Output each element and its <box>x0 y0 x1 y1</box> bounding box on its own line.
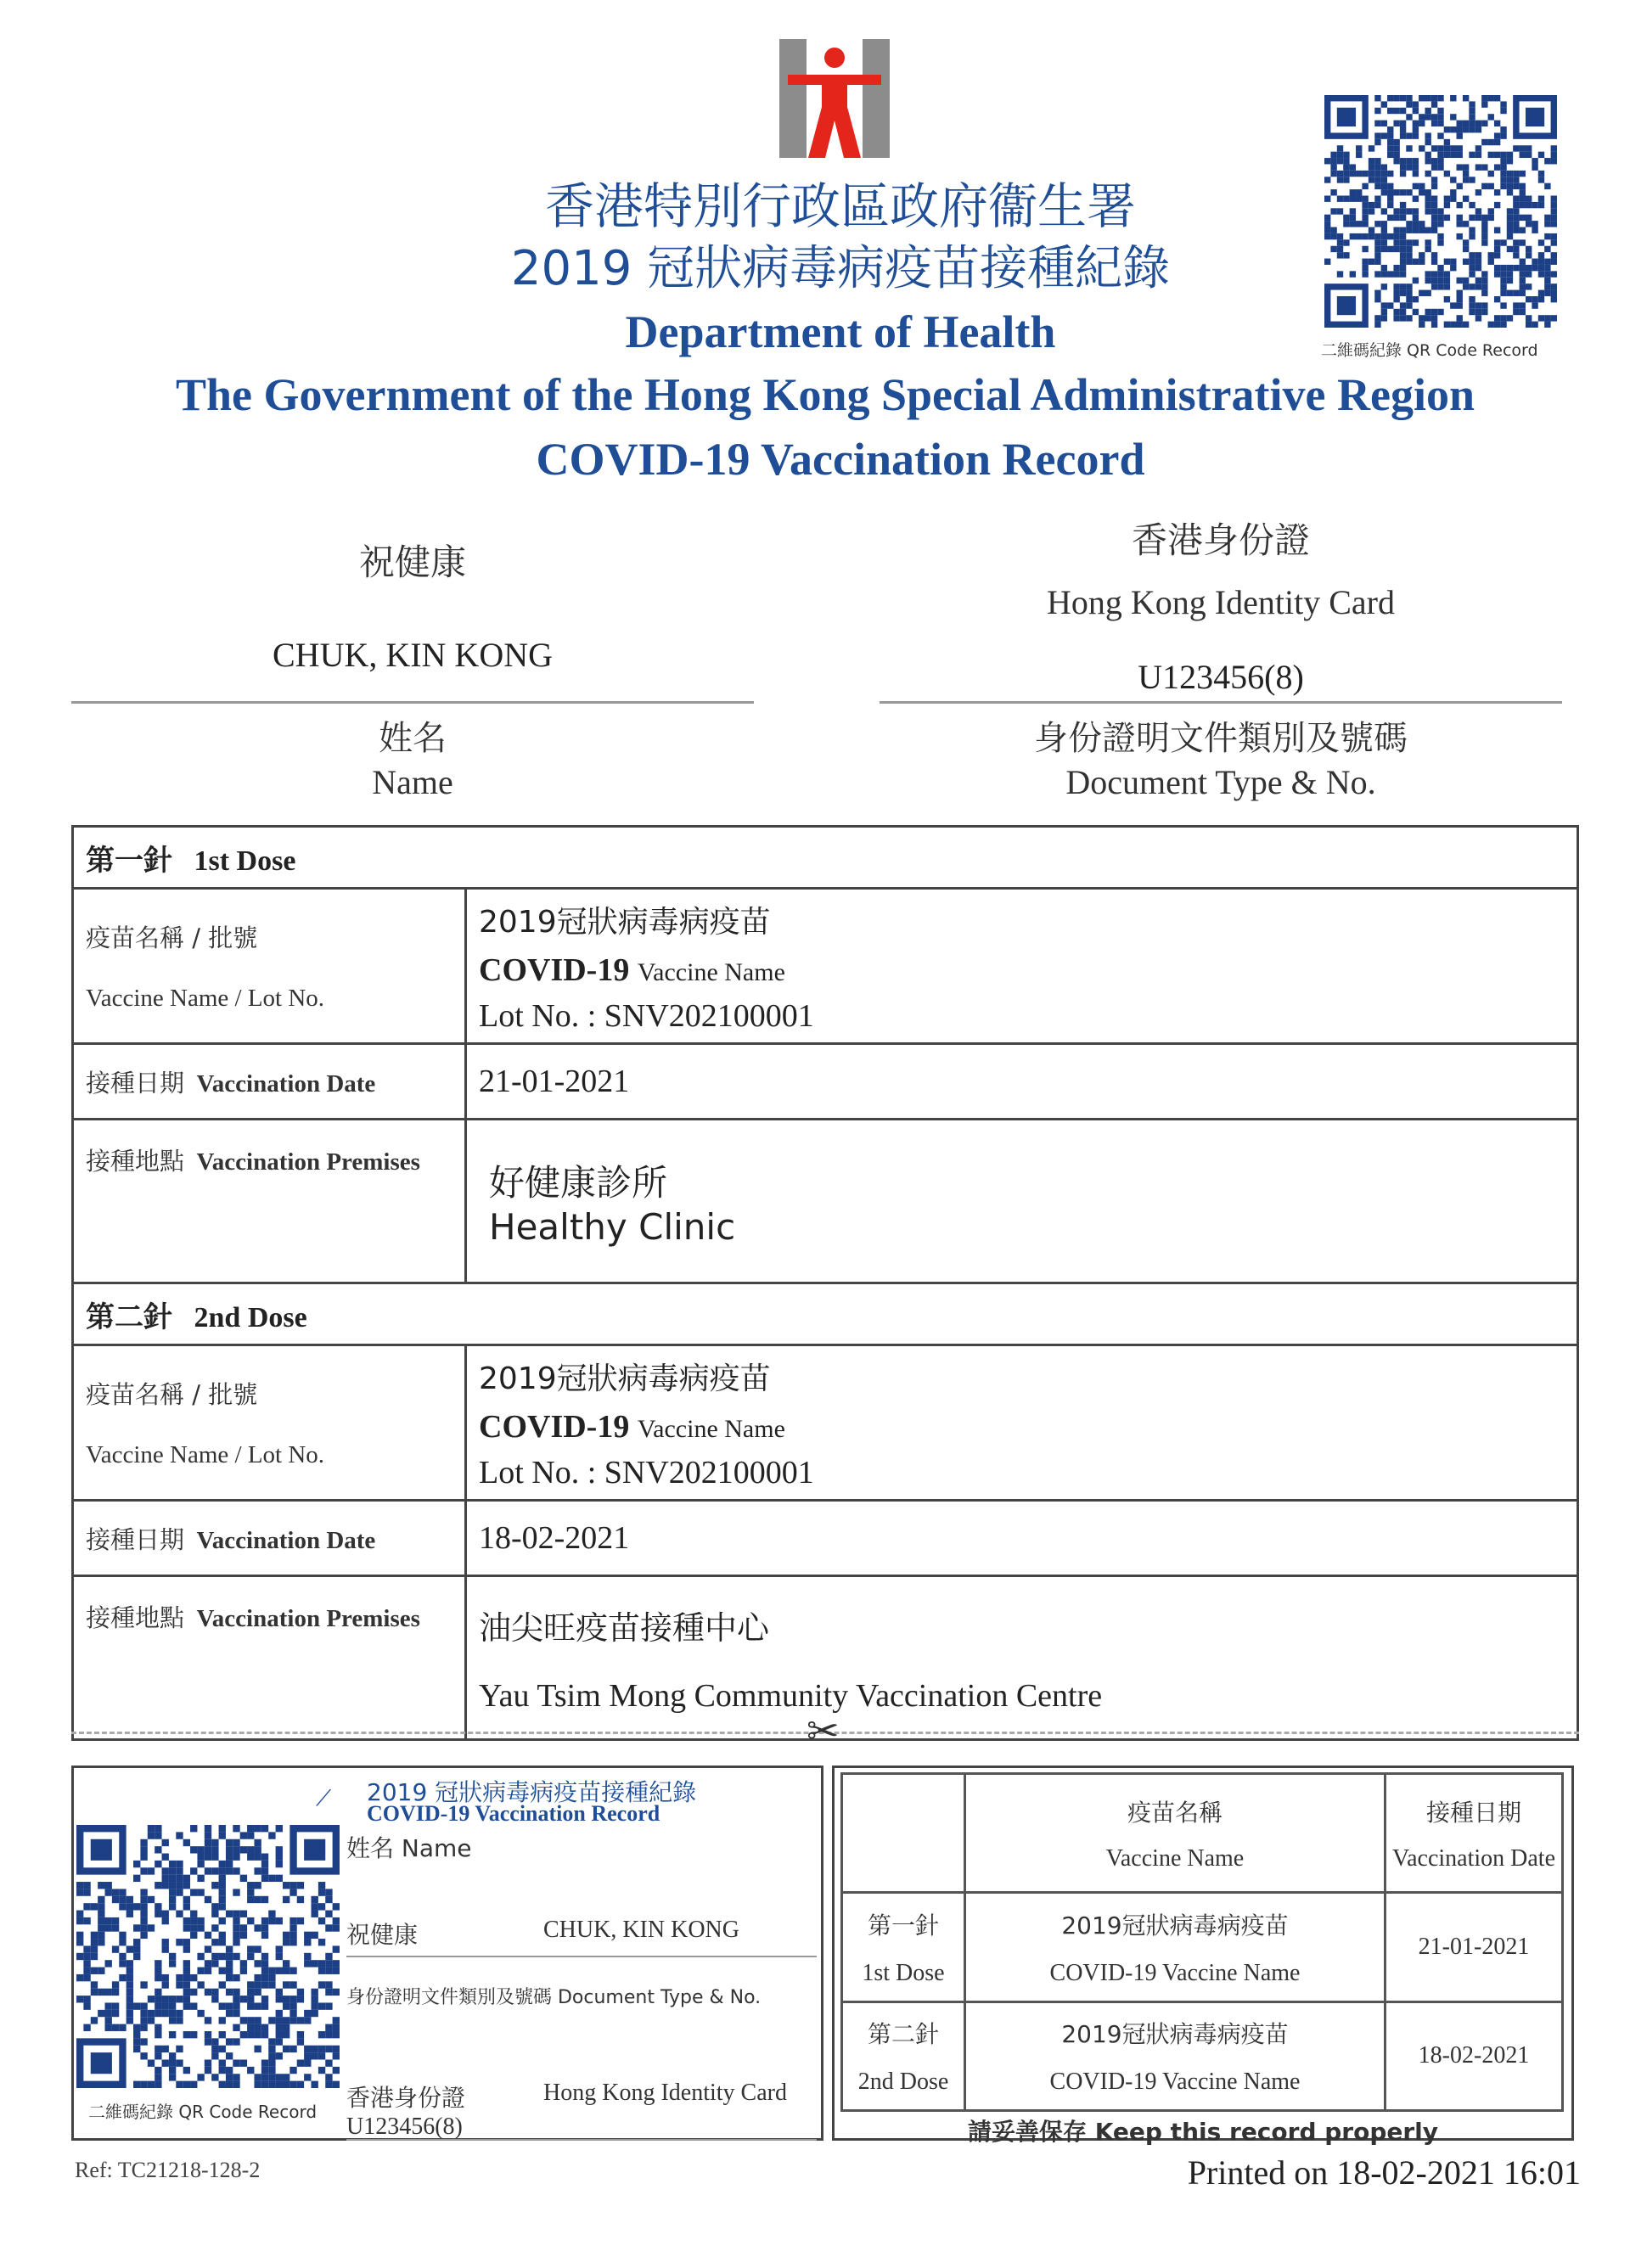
reference-number: Ref: TC21218-128-2 <box>75 2158 261 2182</box>
needle-icon: ⟋ <box>316 1786 332 1810</box>
dose-1-date: 21-01-2021 <box>466 1044 1578 1120</box>
dose-1-premises-row <box>73 1120 1578 1283</box>
vaccination-table <box>71 825 1579 1741</box>
dose-2-premises-en: Yau Tsim Mong Community Vaccination Centre <box>479 1677 1103 1714</box>
title-zh-record: 2019 冠狀病毒病疫苗接種紀錄 <box>510 241 1171 296</box>
title-zh-department: 香港特別行政區政府衞生署 <box>544 177 1136 235</box>
dose-1-vaccine-row <box>73 889 1578 1044</box>
dose-2-lot: Lot No. : SNV202100001 <box>479 1454 814 1490</box>
doc-type-en: Hong Kong Identity Card <box>1047 583 1395 621</box>
dose-2-vaccine-zh: 2019冠狀病毒病疫苗 <box>479 1361 771 1396</box>
date-label-en: Vaccination Date <box>196 1526 376 1554</box>
slip-table-row <box>842 2001 1563 2110</box>
col-date-en: Vaccination Date <box>1391 1844 1556 1872</box>
vaccine-label-en: Vaccine Name / Lot No. <box>86 1441 325 1468</box>
date-label-zh: 接種日期 <box>86 1524 185 1554</box>
col-vaccine-zh: 疫苗名稱 <box>1127 1798 1222 1827</box>
dose-1-vaccine-bold: COVID-19 <box>479 952 630 988</box>
doc-underline <box>880 701 1562 704</box>
name-underline <box>71 701 754 704</box>
slip-summary-table <box>840 1772 1564 2112</box>
scissors-icon: ✂ <box>807 1709 840 1753</box>
dose-1-heading-row <box>73 827 1578 889</box>
slip-dose-2-en: 2nd Dose <box>857 2069 949 2096</box>
slip-title-zh: 2019 冠狀病毒病疫苗接種紀錄 <box>367 1778 697 1806</box>
dose-1-heading-zh: 第一針 <box>86 843 172 878</box>
dose-1-heading-en: 1st Dose <box>194 845 296 877</box>
keep-record-note: 請妥善保存 Keep this record properly <box>967 2118 1439 2146</box>
slip-doc-type-en: Hong Kong Identity Card <box>543 2080 787 2106</box>
name-en: CHUK, KIN KONG <box>273 636 553 674</box>
vaccine-label-zh: 疫苗名稱 / 批號 <box>86 1380 258 1409</box>
dose-2-date: 18-02-2021 <box>466 1501 1578 1576</box>
slip-qr-code-icon <box>76 1825 340 2088</box>
slip-dose-2-date: 18-02-2021 <box>1386 2001 1563 2110</box>
title-en-government: The Government of the Hong Kong Special Administrative Region <box>176 369 1475 420</box>
premises-label-en: Vaccination Premises <box>196 1148 420 1176</box>
dose-2-date-row <box>73 1501 1578 1576</box>
slip-dose-2-vaccine-zh: 2019冠狀病毒病疫苗 <box>1061 2020 1289 2049</box>
date-label-en: Vaccination Date <box>196 1069 376 1098</box>
dose-2-vaccine-suffix: Vaccine Name <box>637 1414 785 1443</box>
premises-label-zh: 接種地點 <box>86 1147 185 1176</box>
doc-type-zh: 香港身份證 <box>1131 519 1310 561</box>
qr-code-caption: 二維碼紀錄 QR Code Record <box>1321 341 1538 360</box>
slip-name-underline <box>346 1956 817 1957</box>
slip-table-header-row <box>842 1774 1563 1893</box>
slip-doc-underline <box>346 2139 817 2141</box>
dose-2-vaccine-bold: COVID-19 <box>479 1408 630 1445</box>
vaccine-label-zh: 疫苗名稱 / 批號 <box>86 923 258 952</box>
dose-1-lot: Lot No. : SNV202100001 <box>479 997 814 1034</box>
title-en-department: Department of Health <box>625 306 1056 357</box>
slip-dose-1-vaccine-zh: 2019冠狀病毒病疫苗 <box>1061 1912 1289 1940</box>
slip-dose-2-zh: 第二針 <box>867 2020 939 2049</box>
slip-qr-caption: 二維碼紀錄 QR Code Record <box>88 2102 318 2122</box>
vaccine-label-en: Vaccine Name / Lot No. <box>86 985 325 1012</box>
slip-table-row <box>842 1893 1563 2001</box>
date-label-zh: 接種日期 <box>86 1068 185 1098</box>
col-vaccine-en: Vaccine Name <box>1105 1844 1245 1872</box>
slip-title-en: COVID-19 Vaccination Record <box>367 1801 660 1826</box>
printed-timestamp: Printed on 18-02-2021 16:01 <box>1187 2153 1581 2192</box>
qr-code-icon <box>1324 95 1557 328</box>
dose-1-date-row <box>73 1044 1578 1120</box>
dose-1-premises-zh: 好健康診所 <box>489 1161 668 1204</box>
title-en-vaccination-record: COVID-19 Vaccination Record <box>536 434 1145 485</box>
doc-label-zh: 身份證明文件類別及號碼 <box>1034 719 1408 758</box>
slip-dose-1-vaccine-en: COVID-19 Vaccine Name <box>1049 1960 1301 1986</box>
slip-doc-label: 身份證明文件類別及號碼 Document Type & No. <box>346 1987 762 2008</box>
premises-label-en: Vaccination Premises <box>196 1605 420 1632</box>
dose-1-vaccine-suffix: Vaccine Name <box>637 957 785 986</box>
dose-1-premises-en: Healthy Clinic <box>489 1205 736 1248</box>
dose-2-vaccine-row <box>73 1345 1578 1501</box>
dose-1-vaccine-zh: 2019冠狀病毒病疫苗 <box>479 904 771 940</box>
dose-2-heading-en: 2nd Dose <box>194 1301 307 1333</box>
doc-label-en: Document Type & No. <box>1065 763 1376 801</box>
dose-2-heading-row <box>73 1283 1578 1345</box>
slip-dose-2-vaccine-en: COVID-19 Vaccine Name <box>1049 2069 1301 2096</box>
premises-label-zh: 接種地點 <box>86 1603 185 1632</box>
dose-2-heading-zh: 第二針 <box>86 1300 172 1334</box>
slip-doc-type-zh: 香港身份證 <box>346 2084 466 2112</box>
slip-dose-1-date: 21-01-2021 <box>1386 1893 1563 2001</box>
col-date-zh: 接種日期 <box>1425 1798 1521 1827</box>
name-label-en: Name <box>372 763 453 801</box>
dose-2-premises-zh: 油尖旺疫苗接種中心 <box>479 1608 770 1647</box>
department-of-health-logo <box>779 39 890 158</box>
doc-number: U123456(8) <box>1138 658 1304 696</box>
name-label-zh: 姓名 <box>379 719 447 758</box>
slip-name-label: 姓名 Name <box>346 1834 472 1862</box>
slip-name-zh: 祝健康 <box>346 1921 419 1949</box>
slip-dose-1-zh: 第一針 <box>867 1912 939 1940</box>
slip-name-en: CHUK, KIN KONG <box>543 1917 739 1943</box>
slip-doc-number: U123456(8) <box>346 2114 463 2140</box>
slip-dose-1-en: 1st Dose <box>862 1960 945 1986</box>
name-zh: 祝健康 <box>358 542 466 583</box>
